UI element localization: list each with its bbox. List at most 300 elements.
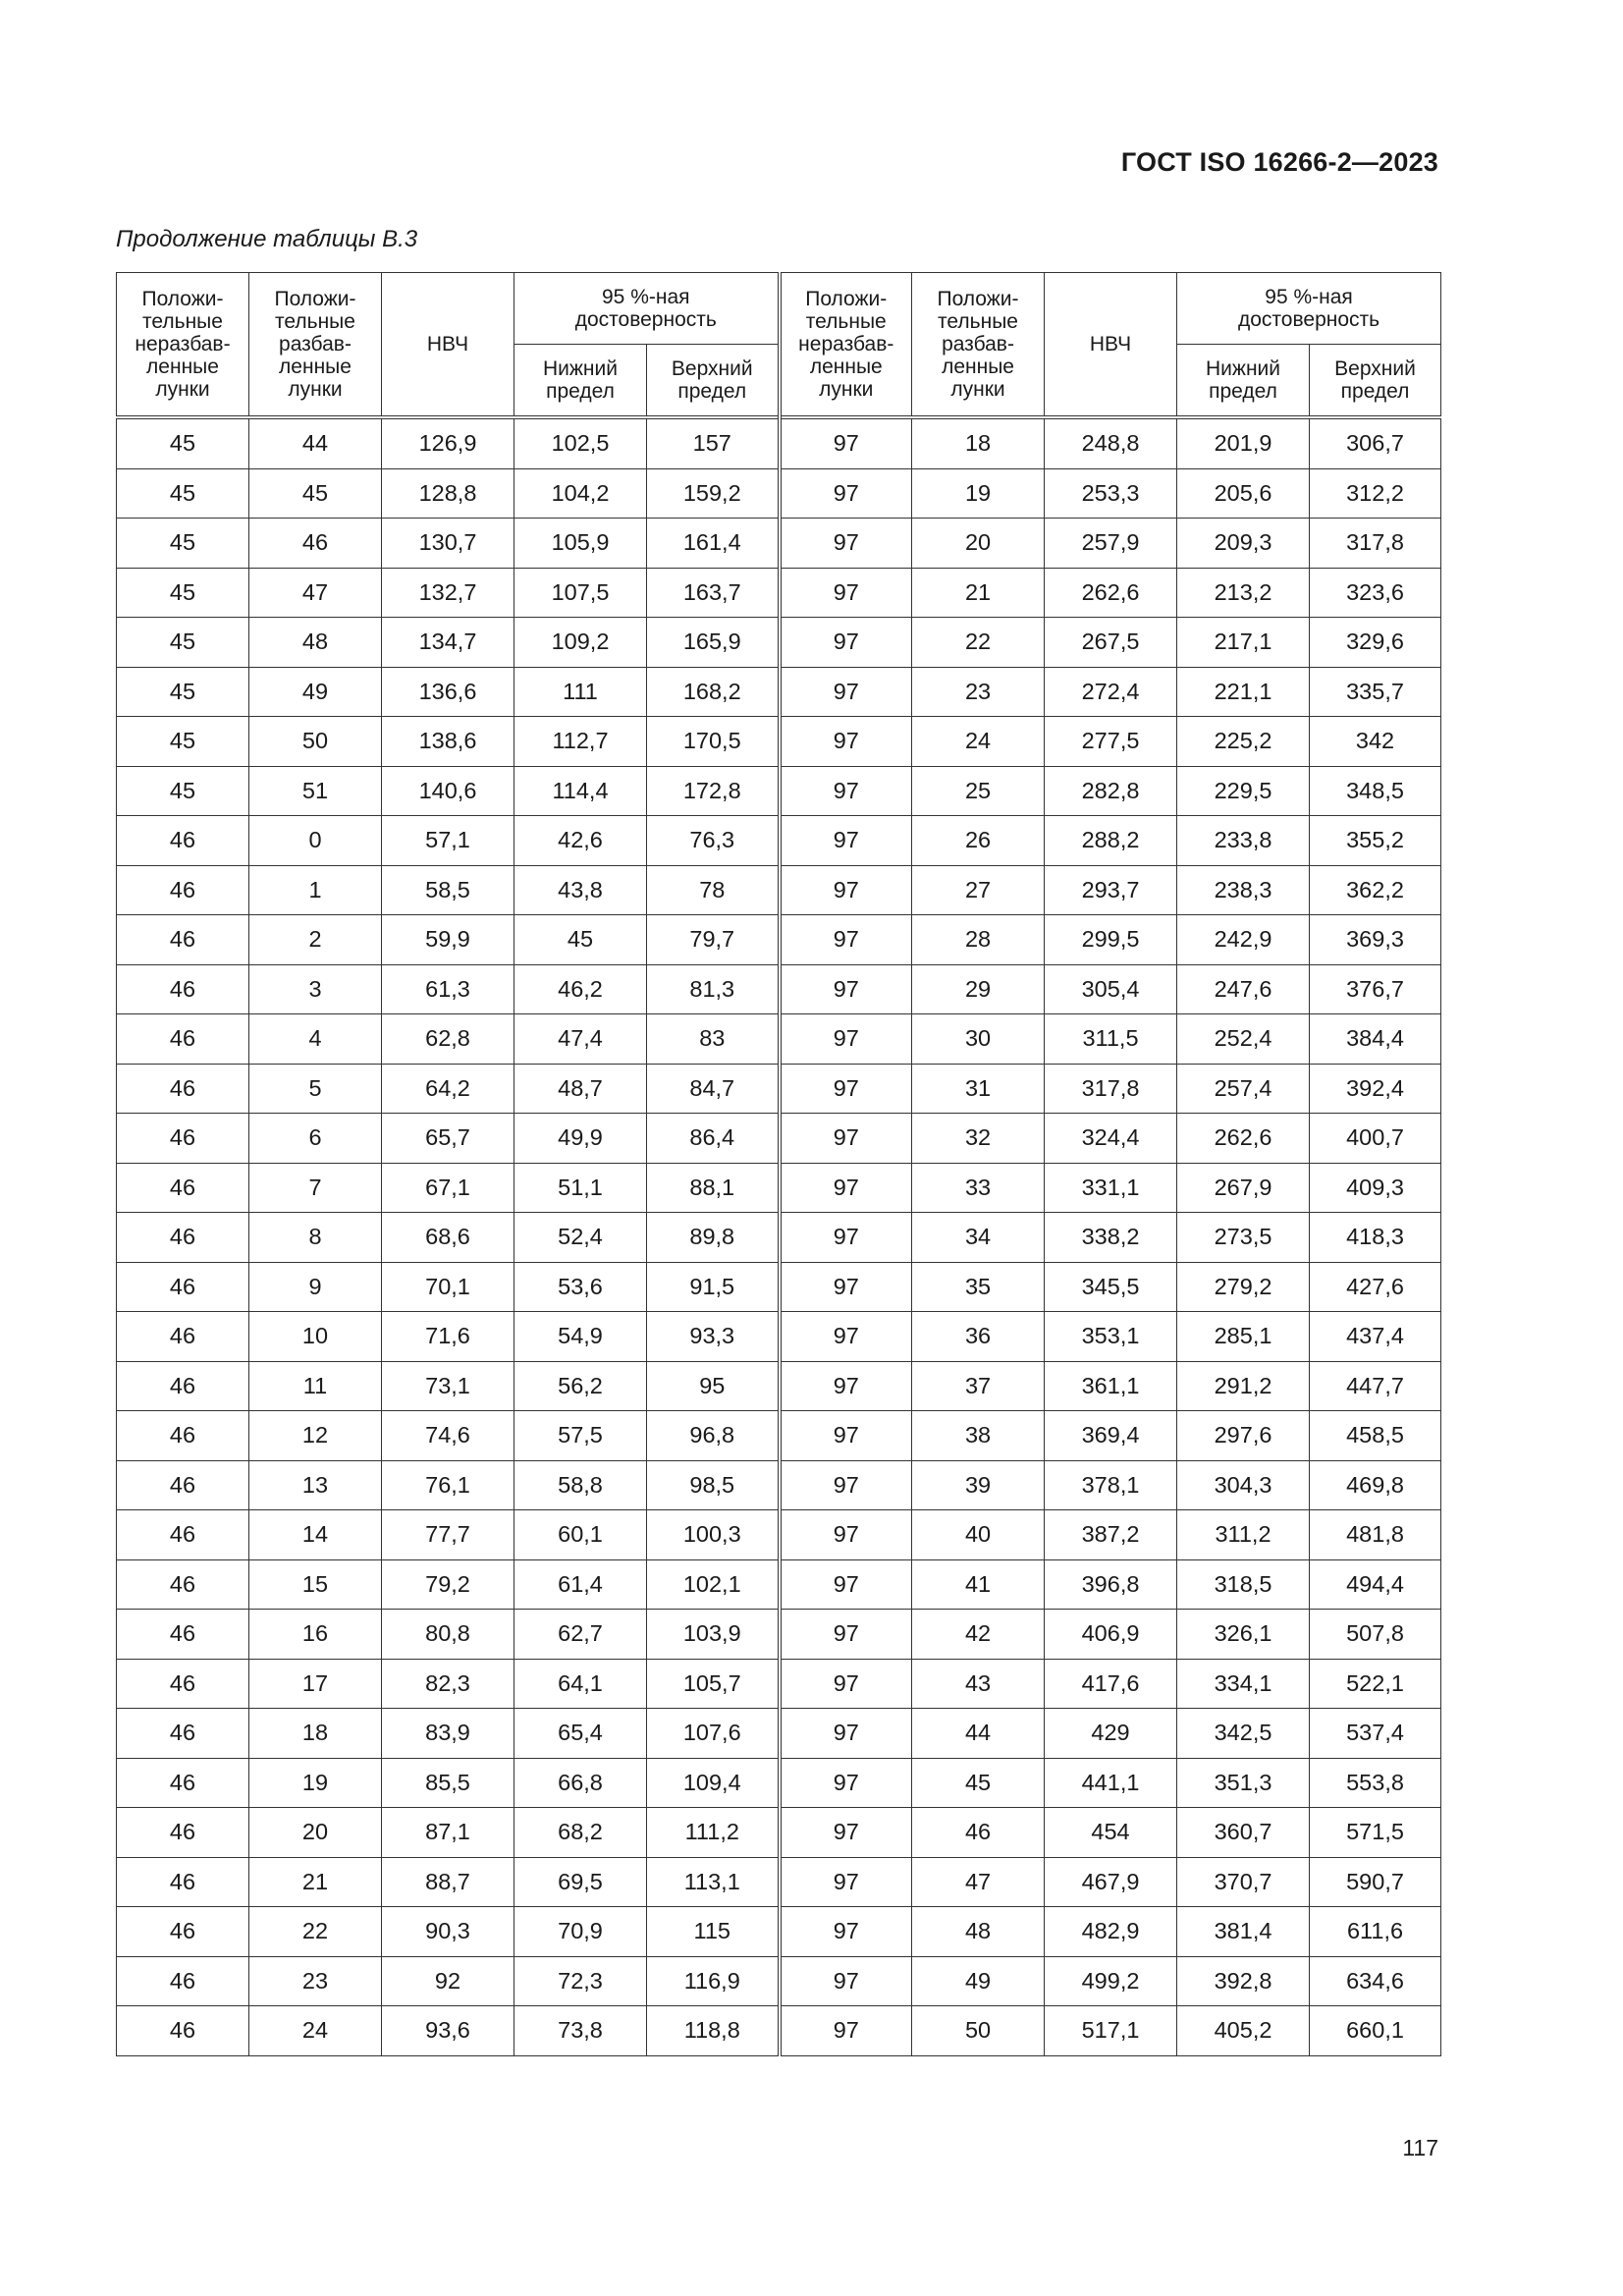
- table-cell: 46: [249, 519, 382, 569]
- table-cell: 21: [249, 1857, 382, 1907]
- table-cell: 73,1: [382, 1361, 514, 1411]
- table-cell: 97: [780, 1857, 912, 1907]
- table-cell: 83: [647, 1014, 780, 1065]
- table-cell: 97: [780, 1460, 912, 1510]
- table-cell: 46: [117, 964, 249, 1014]
- table-row: [117, 1361, 1441, 1411]
- table-cell: 76,3: [647, 816, 780, 866]
- table-row: [117, 766, 1441, 816]
- table-cell: 97: [780, 568, 912, 618]
- table-cell: 553,8: [1310, 1758, 1441, 1808]
- table-cell: 88,7: [382, 1857, 514, 1907]
- table-cell: 238,3: [1177, 865, 1310, 915]
- table-cell: 97: [780, 1808, 912, 1858]
- table-row: [117, 2006, 1441, 2056]
- table-cell: 67,1: [382, 1163, 514, 1213]
- table-cell: 78: [647, 865, 780, 915]
- table-cell: 49: [912, 1956, 1045, 2006]
- table-cell: 60,1: [514, 1510, 647, 1560]
- table-cell: 26: [912, 816, 1045, 866]
- table-cell: 46: [117, 1262, 249, 1312]
- table-cell: 45: [117, 468, 249, 519]
- table-cell: 88,1: [647, 1163, 780, 1213]
- table-cell: 46: [117, 1709, 249, 1759]
- table-cell: 400,7: [1310, 1114, 1441, 1164]
- table-cell: 469,8: [1310, 1460, 1441, 1510]
- table-row: [117, 667, 1441, 717]
- table-row: [117, 1907, 1441, 1957]
- table-cell: 170,5: [647, 717, 780, 767]
- header-mpn: НВЧ: [382, 273, 514, 418]
- table-cell: 360,7: [1177, 1808, 1310, 1858]
- table-cell: 58,8: [514, 1460, 647, 1510]
- table-cell: 41: [912, 1559, 1045, 1610]
- table-cell: 109,2: [514, 618, 647, 668]
- table-cell: 97: [780, 1709, 912, 1759]
- table-cell: 132,7: [382, 568, 514, 618]
- table-cell: 136,6: [382, 667, 514, 717]
- table-cell: 28: [912, 915, 1045, 965]
- table-cell: 97: [780, 1956, 912, 2006]
- table-cell: 273,5: [1177, 1213, 1310, 1263]
- table-row: [117, 1163, 1441, 1213]
- table-cell: 97: [780, 816, 912, 866]
- table-cell: 20: [912, 519, 1045, 569]
- table-cell: 27: [912, 865, 1045, 915]
- table-body: [117, 417, 1441, 2055]
- table-cell: 138,6: [382, 717, 514, 767]
- table-cell: 50: [912, 2006, 1045, 2056]
- table-cell: 482,9: [1045, 1907, 1177, 1957]
- table-cell: 93,6: [382, 2006, 514, 2056]
- table-cell: 571,5: [1310, 1808, 1441, 1858]
- table-cell: 46: [117, 1659, 249, 1709]
- table-cell: 0: [249, 816, 382, 866]
- table-caption: Продолжение таблицы В.3: [116, 226, 418, 252]
- table-cell: 257,4: [1177, 1064, 1310, 1114]
- table-cell: 7: [249, 1163, 382, 1213]
- table-row: [117, 1213, 1441, 1263]
- table-cell: 25: [912, 766, 1045, 816]
- table-cell: 396,8: [1045, 1559, 1177, 1610]
- table-cell: 54,9: [514, 1312, 647, 1362]
- table-cell: 45: [117, 568, 249, 618]
- table-cell: 305,4: [1045, 964, 1177, 1014]
- table-cell: 97: [780, 667, 912, 717]
- table-cell: 24: [249, 2006, 382, 2056]
- table-cell: 89,8: [647, 1213, 780, 1263]
- table-cell: 97: [780, 964, 912, 1014]
- table-cell: 3: [249, 964, 382, 1014]
- table-cell: 58,5: [382, 865, 514, 915]
- table-cell: 304,3: [1177, 1460, 1310, 1510]
- table-cell: 69,5: [514, 1857, 647, 1907]
- table-cell: 447,7: [1310, 1361, 1441, 1411]
- table-cell: 17: [249, 1659, 382, 1709]
- table-cell: 46: [117, 1064, 249, 1114]
- table-row: [117, 618, 1441, 668]
- table-cell: 107,6: [647, 1709, 780, 1759]
- table-cell: 384,4: [1310, 1014, 1441, 1065]
- table-cell: 45: [117, 519, 249, 569]
- table-cell: 381,4: [1177, 1907, 1310, 1957]
- table-row: [117, 1559, 1441, 1610]
- table-cell: 46: [117, 915, 249, 965]
- table-cell: 86,4: [647, 1114, 780, 1164]
- table-row: [117, 717, 1441, 767]
- table-cell: 45: [117, 717, 249, 767]
- table-row: [117, 1956, 1441, 2006]
- table-cell: 102,1: [647, 1559, 780, 1610]
- table-cell: 279,2: [1177, 1262, 1310, 1312]
- table-cell: 130,7: [382, 519, 514, 569]
- table-cell: 323,6: [1310, 568, 1441, 618]
- table-cell: 378,1: [1045, 1460, 1177, 1510]
- table-row: [117, 568, 1441, 618]
- table-cell: 72,3: [514, 1956, 647, 2006]
- table-cell: 324,4: [1045, 1114, 1177, 1164]
- table-cell: 660,1: [1310, 2006, 1441, 2056]
- table-cell: 334,1: [1177, 1659, 1310, 1709]
- table-cell: 29: [912, 964, 1045, 1014]
- table-cell: 97: [780, 1163, 912, 1213]
- table-cell: 168,2: [647, 667, 780, 717]
- table-cell: 392,8: [1177, 1956, 1310, 2006]
- table-cell: 57,5: [514, 1411, 647, 1461]
- table-cell: 499,2: [1045, 1956, 1177, 2006]
- table-cell: 297,6: [1177, 1411, 1310, 1461]
- table-cell: 285,1: [1177, 1312, 1310, 1362]
- table-cell: 134,7: [382, 618, 514, 668]
- table-row: [117, 417, 1441, 468]
- table-cell: 91,5: [647, 1262, 780, 1312]
- table-cell: 311,2: [1177, 1510, 1310, 1560]
- table-cell: 97: [780, 1411, 912, 1461]
- table-cell: 229,5: [1177, 766, 1310, 816]
- table-cell: 39: [912, 1460, 1045, 1510]
- table-row: [117, 964, 1441, 1014]
- table-cell: 21: [912, 568, 1045, 618]
- table-cell: 104,2: [514, 468, 647, 519]
- header-lower-limit: Нижний предел: [514, 345, 647, 418]
- table-cell: 46: [117, 1312, 249, 1362]
- table-cell: 45: [117, 766, 249, 816]
- table-cell: 458,5: [1310, 1411, 1441, 1461]
- table-cell: 18: [249, 1709, 382, 1759]
- header-positive-diluted: Положи- тельные разбав- ленные лунки: [912, 273, 1045, 418]
- table-cell: 97: [780, 717, 912, 767]
- table-cell: 392,4: [1310, 1064, 1441, 1114]
- table-cell: 318,5: [1177, 1559, 1310, 1610]
- table-cell: 42: [912, 1610, 1045, 1660]
- table-cell: 326,1: [1177, 1610, 1310, 1660]
- table-row: [117, 1758, 1441, 1808]
- header-positive-undiluted: Положи- тельные неразбав- ленные лунки: [117, 273, 249, 418]
- table-cell: 362,2: [1310, 865, 1441, 915]
- table-row: [117, 1114, 1441, 1164]
- table-cell: 253,3: [1045, 468, 1177, 519]
- table-cell: 56,2: [514, 1361, 647, 1411]
- table-cell: 288,2: [1045, 816, 1177, 866]
- table-cell: 97: [780, 1014, 912, 1065]
- table-cell: 44: [912, 1709, 1045, 1759]
- table-cell: 97: [780, 915, 912, 965]
- table-cell: 33: [912, 1163, 1045, 1213]
- table-cell: 335,7: [1310, 667, 1441, 717]
- table-cell: 103,9: [647, 1610, 780, 1660]
- table-cell: 1: [249, 865, 382, 915]
- table-cell: 537,4: [1310, 1709, 1441, 1759]
- table-cell: 517,1: [1045, 2006, 1177, 2056]
- table-cell: 57,1: [382, 816, 514, 866]
- table-cell: 65,4: [514, 1709, 647, 1759]
- table-cell: 46: [117, 1907, 249, 1957]
- table-cell: 16: [249, 1610, 382, 1660]
- header-mpn: НВЧ: [1045, 273, 1177, 418]
- table-cell: 257,9: [1045, 519, 1177, 569]
- header-positive-undiluted: Положи- тельные неразбав- ленные лунки: [780, 273, 912, 418]
- table-cell: 97: [780, 1114, 912, 1164]
- table-cell: 272,4: [1045, 667, 1177, 717]
- table-cell: 46: [117, 1510, 249, 1560]
- table-cell: 128,8: [382, 468, 514, 519]
- table-cell: 46: [117, 1610, 249, 1660]
- table-cell: 46: [117, 1808, 249, 1858]
- table-cell: 97: [780, 1659, 912, 1709]
- table-cell: 481,8: [1310, 1510, 1441, 1560]
- table-row: [117, 816, 1441, 866]
- table-row: [117, 915, 1441, 965]
- table-cell: 225,2: [1177, 717, 1310, 767]
- table-cell: 467,9: [1045, 1857, 1177, 1907]
- table-cell: 172,8: [647, 766, 780, 816]
- table-cell: 4: [249, 1014, 382, 1065]
- table-cell: 46: [117, 865, 249, 915]
- table-cell: 331,1: [1045, 1163, 1177, 1213]
- table-cell: 97: [780, 618, 912, 668]
- table-cell: 233,8: [1177, 816, 1310, 866]
- table-cell: 97: [780, 865, 912, 915]
- table-cell: 31: [912, 1064, 1045, 1114]
- table-cell: 22: [912, 618, 1045, 668]
- table-row: [117, 1460, 1441, 1510]
- table-cell: 429: [1045, 1709, 1177, 1759]
- table-cell: 80,8: [382, 1610, 514, 1660]
- table-cell: 522,1: [1310, 1659, 1441, 1709]
- table-cell: 361,1: [1045, 1361, 1177, 1411]
- table-cell: 43,8: [514, 865, 647, 915]
- table-cell: 68,2: [514, 1808, 647, 1858]
- table-cell: 37: [912, 1361, 1045, 1411]
- table-cell: 43: [912, 1659, 1045, 1709]
- table-row: [117, 519, 1441, 569]
- table-cell: 52,4: [514, 1213, 647, 1263]
- table-cell: 46: [117, 1213, 249, 1263]
- header-confidence: 95 %-ная достоверность: [514, 273, 780, 345]
- table-cell: 312,2: [1310, 468, 1441, 519]
- table-cell: 92: [382, 1956, 514, 2006]
- table-cell: 49,9: [514, 1114, 647, 1164]
- table-cell: 97: [780, 1758, 912, 1808]
- table-cell: 306,7: [1310, 417, 1441, 468]
- table-cell: 9: [249, 1262, 382, 1312]
- table-cell: 217,1: [1177, 618, 1310, 668]
- table-cell: 46: [117, 1361, 249, 1411]
- table-cell: 161,4: [647, 519, 780, 569]
- table-row: [117, 468, 1441, 519]
- table-row: [117, 865, 1441, 915]
- header-upper-limit: Верхний предел: [647, 345, 780, 418]
- table-cell: 90,3: [382, 1907, 514, 1957]
- table-cell: 418,3: [1310, 1213, 1441, 1263]
- table-cell: 36: [912, 1312, 1045, 1362]
- table-cell: 97: [780, 468, 912, 519]
- table-cell: 46: [117, 1758, 249, 1808]
- table-cell: 23: [249, 1956, 382, 2006]
- table-cell: 24: [912, 717, 1045, 767]
- table-cell: 97: [780, 1610, 912, 1660]
- table-cell: 53,6: [514, 1262, 647, 1312]
- table-cell: 84,7: [647, 1064, 780, 1114]
- table-cell: 51: [249, 766, 382, 816]
- table-row: [117, 1808, 1441, 1858]
- table-cell: 454: [1045, 1808, 1177, 1858]
- table-cell: 45: [117, 618, 249, 668]
- table-cell: 417,6: [1045, 1659, 1177, 1709]
- table-cell: 97: [780, 2006, 912, 2056]
- table-row: [117, 1064, 1441, 1114]
- table-cell: 97: [780, 1361, 912, 1411]
- table-cell: 116,9: [647, 1956, 780, 2006]
- table-cell: 45: [912, 1758, 1045, 1808]
- table-cell: 115: [647, 1907, 780, 1957]
- table-cell: 126,9: [382, 417, 514, 468]
- table-cell: 97: [780, 766, 912, 816]
- table-cell: 46: [117, 1163, 249, 1213]
- table-cell: 105,7: [647, 1659, 780, 1709]
- table-cell: 46: [117, 1559, 249, 1610]
- table-cell: 291,2: [1177, 1361, 1310, 1411]
- table-cell: 109,4: [647, 1758, 780, 1808]
- table-cell: 299,5: [1045, 915, 1177, 965]
- table-cell: 107,5: [514, 568, 647, 618]
- table-cell: 13: [249, 1460, 382, 1510]
- table-cell: 98,5: [647, 1460, 780, 1510]
- table-cell: 342,5: [1177, 1709, 1310, 1759]
- table-cell: 248,8: [1045, 417, 1177, 468]
- table-cell: 369,3: [1310, 915, 1441, 965]
- table-cell: 97: [780, 1312, 912, 1362]
- table-cell: 159,2: [647, 468, 780, 519]
- table-cell: 6: [249, 1114, 382, 1164]
- table-cell: 70,1: [382, 1262, 514, 1312]
- table-cell: 48,7: [514, 1064, 647, 1114]
- table-cell: 77,7: [382, 1510, 514, 1560]
- table-cell: 97: [780, 1262, 912, 1312]
- table-cell: 68,6: [382, 1213, 514, 1263]
- table-cell: 70,9: [514, 1907, 647, 1957]
- table-cell: 242,9: [1177, 915, 1310, 965]
- header-confidence: 95 %-ная достоверность: [1177, 273, 1441, 345]
- table-cell: 348,5: [1310, 766, 1441, 816]
- table-cell: 262,6: [1177, 1114, 1310, 1164]
- table-cell: 12: [249, 1411, 382, 1461]
- table-cell: 311,5: [1045, 1014, 1177, 1065]
- table-cell: 10: [249, 1312, 382, 1362]
- table-row: [117, 1709, 1441, 1759]
- table-cell: 45: [249, 468, 382, 519]
- table-cell: 105,9: [514, 519, 647, 569]
- table-cell: 30: [912, 1014, 1045, 1065]
- table-cell: 47,4: [514, 1014, 647, 1065]
- table-cell: 46: [117, 1956, 249, 2006]
- header-lower-limit: Нижний предел: [1177, 345, 1310, 418]
- table-cell: 73,8: [514, 2006, 647, 2056]
- table-cell: 46: [117, 1857, 249, 1907]
- table-cell: 157: [647, 417, 780, 468]
- table-cell: 47: [249, 568, 382, 618]
- table-row: [117, 1610, 1441, 1660]
- table-cell: 97: [780, 417, 912, 468]
- table-cell: 95: [647, 1361, 780, 1411]
- table-cell: 634,6: [1310, 1956, 1441, 2006]
- table-cell: 76,1: [382, 1460, 514, 1510]
- table-cell: 590,7: [1310, 1857, 1441, 1907]
- table-cell: 369,4: [1045, 1411, 1177, 1461]
- table-row: [117, 1659, 1441, 1709]
- table-cell: 97: [780, 1064, 912, 1114]
- table-cell: 163,7: [647, 568, 780, 618]
- table-cell: 46: [117, 1460, 249, 1510]
- table-cell: 50: [249, 717, 382, 767]
- table-cell: 79,7: [647, 915, 780, 965]
- page-number: 117: [1402, 2135, 1438, 2160]
- table-cell: 114,4: [514, 766, 647, 816]
- table-row: [117, 1014, 1441, 1065]
- table-cell: 46: [117, 1411, 249, 1461]
- table-cell: 102,5: [514, 417, 647, 468]
- table-cell: 209,3: [1177, 519, 1310, 569]
- table-cell: 112,7: [514, 717, 647, 767]
- table-cell: 44: [249, 417, 382, 468]
- table-cell: 45: [117, 417, 249, 468]
- table-cell: 45: [117, 667, 249, 717]
- table-cell: 19: [912, 468, 1045, 519]
- table-row: [117, 1262, 1441, 1312]
- table-cell: 370,7: [1177, 1857, 1310, 1907]
- table-row: [117, 1411, 1441, 1461]
- table-cell: 34: [912, 1213, 1045, 1263]
- table-cell: 113,1: [647, 1857, 780, 1907]
- table-cell: 267,5: [1045, 618, 1177, 668]
- table-cell: 62,7: [514, 1610, 647, 1660]
- table-cell: 353,1: [1045, 1312, 1177, 1362]
- table-cell: 47: [912, 1857, 1045, 1907]
- table-cell: 252,4: [1177, 1014, 1310, 1065]
- table-row: [117, 1510, 1441, 1560]
- table-cell: 15: [249, 1559, 382, 1610]
- table-cell: 8: [249, 1213, 382, 1263]
- table-cell: 46: [117, 2006, 249, 2056]
- table-cell: 65,7: [382, 1114, 514, 1164]
- table-cell: 82,3: [382, 1659, 514, 1709]
- table-cell: 46: [117, 1014, 249, 1065]
- table-cell: 93,3: [647, 1312, 780, 1362]
- table-cell: 351,3: [1177, 1758, 1310, 1808]
- table-cell: 19: [249, 1758, 382, 1808]
- table-cell: 61,4: [514, 1559, 647, 1610]
- table-cell: 221,1: [1177, 667, 1310, 717]
